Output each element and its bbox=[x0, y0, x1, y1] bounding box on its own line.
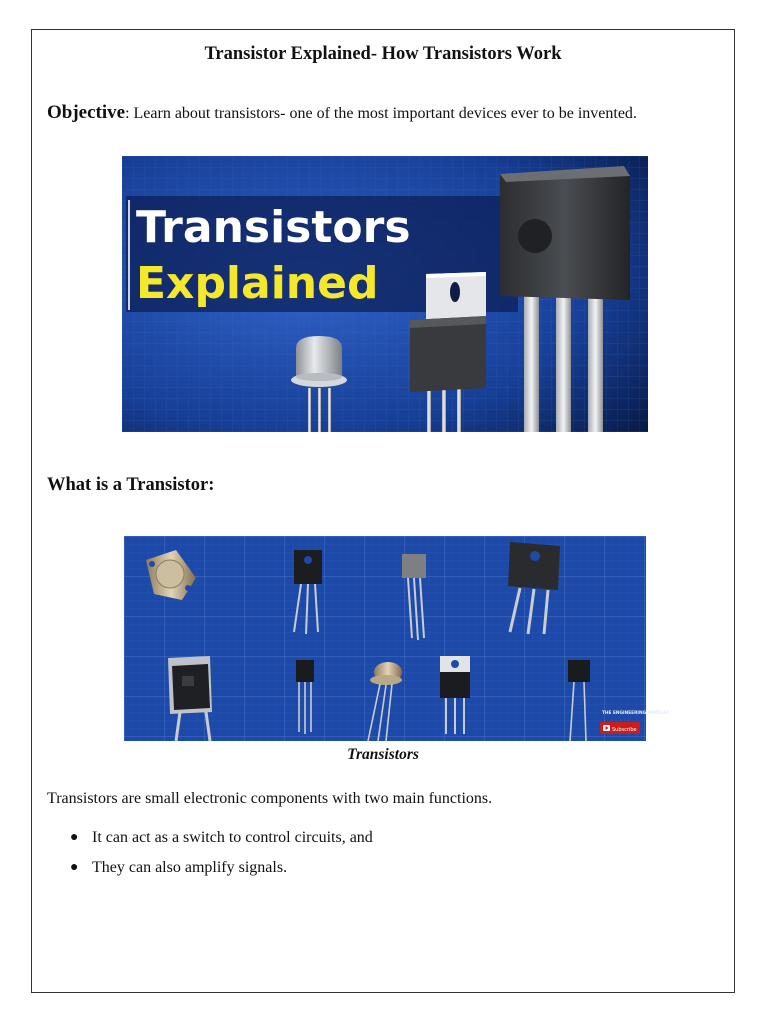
hero-title-line2: Explained bbox=[136, 258, 379, 309]
hero-title-line1: Transistors bbox=[136, 202, 411, 253]
objective-label: Objective bbox=[47, 102, 126, 123]
transistors-figure bbox=[124, 536, 670, 741]
document-title: Transistor Explained- How Transistors Work bbox=[204, 44, 562, 64]
objective-text: : Learn about transistors- one of the most important devices ever to be invented. bbox=[125, 105, 637, 122]
figure-watermark: THE ENGINEERING MINDSET bbox=[602, 711, 670, 716]
list-item-text: It can act as a switch to control circuits, and bbox=[92, 829, 373, 846]
to92-black-transistor bbox=[296, 660, 314, 734]
bullet-icon: ● bbox=[70, 860, 79, 875]
body-paragraph: Transistors are small electronic components with two main functions. bbox=[47, 790, 493, 807]
subscribe-label: Subscribe bbox=[612, 727, 637, 733]
section-heading: What is a Transistor: bbox=[47, 475, 215, 495]
hero-image bbox=[122, 156, 648, 432]
document-page bbox=[31, 29, 735, 993]
bullet-icon: ● bbox=[70, 830, 79, 845]
list-item-text: They can also amplify signals. bbox=[92, 859, 288, 876]
objective-line bbox=[47, 102, 637, 124]
list-item bbox=[47, 828, 373, 858]
bullet-list bbox=[47, 828, 373, 888]
figure-caption: Transistors bbox=[347, 746, 419, 763]
list-item bbox=[47, 858, 373, 888]
subscribe-badge bbox=[600, 722, 640, 734]
